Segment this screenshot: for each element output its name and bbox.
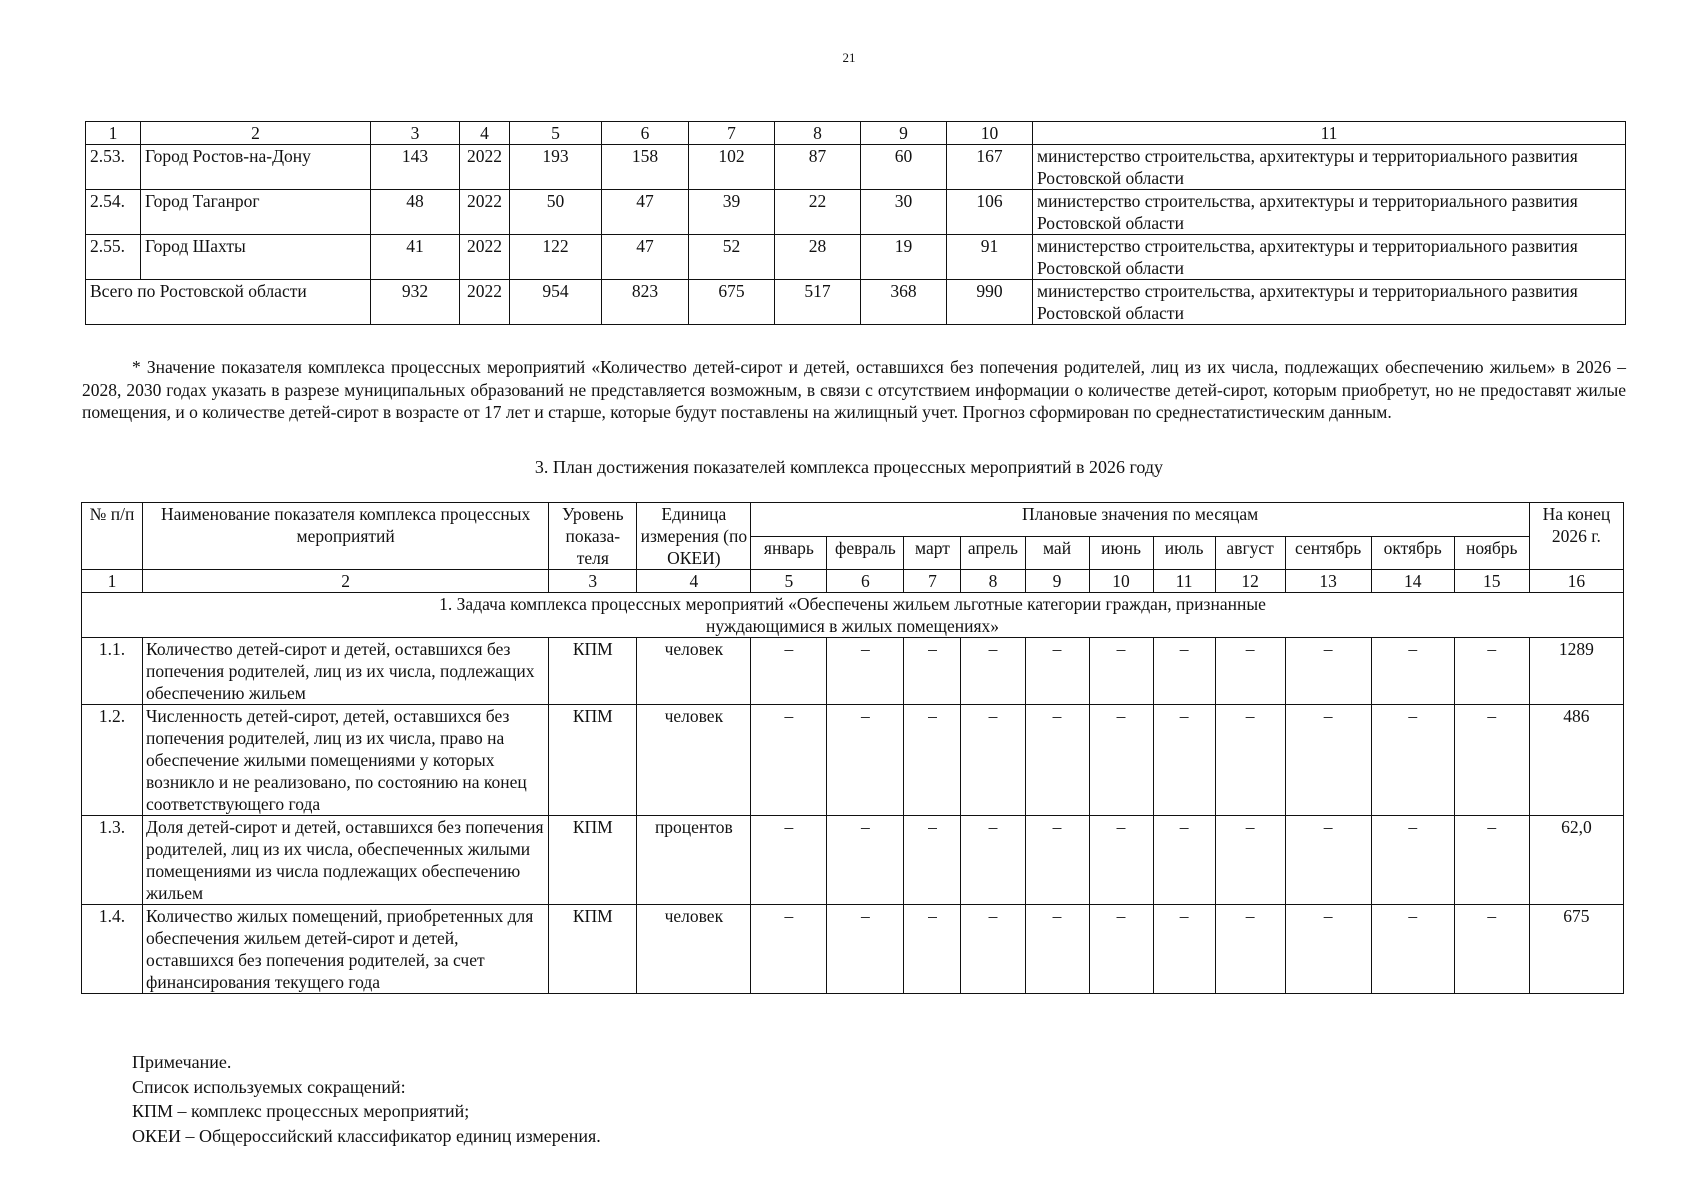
month-value: – bbox=[1089, 638, 1153, 705]
month-value: – bbox=[1153, 816, 1215, 905]
col-number: 6 bbox=[827, 570, 904, 593]
header-monthly: Плановые значения по месяцам bbox=[751, 503, 1529, 537]
col-number: 8 bbox=[961, 570, 1025, 593]
municipality-name: Город Шахты bbox=[141, 235, 371, 280]
col-number: 9 bbox=[861, 122, 947, 145]
col-number: 5 bbox=[510, 122, 602, 145]
value-cell: 158 bbox=[602, 145, 689, 190]
header-num: № п/п bbox=[82, 503, 143, 570]
note-line: Примечание. bbox=[132, 1052, 232, 1072]
col-number: 13 bbox=[1285, 570, 1371, 593]
col-number: 7 bbox=[904, 570, 961, 593]
value-cell: 368 bbox=[861, 280, 947, 325]
year-cell: 2022 bbox=[460, 235, 510, 280]
municipality-name: Город Таганрог bbox=[141, 190, 371, 235]
end-value: 62,0 bbox=[1529, 816, 1623, 905]
indicator-name: Доля детей-сирот и детей, оставшихся без попечения родителей, лиц из их числа, обеспеченных жилыми помещениями из числа подлежащих обеспечению жильем bbox=[143, 816, 549, 905]
month-header: апрель bbox=[961, 536, 1025, 570]
table-row bbox=[82, 638, 1624, 705]
value-cell: 193 bbox=[510, 145, 602, 190]
col-number: 12 bbox=[1215, 570, 1285, 593]
municipality-name: Город Ростов-на-Дону bbox=[141, 145, 371, 190]
col-number: 15 bbox=[1454, 570, 1529, 593]
col-number: 1 bbox=[86, 122, 141, 145]
value-cell: 954 bbox=[510, 280, 602, 325]
note-line: Список используемых сокращений: bbox=[132, 1076, 406, 1097]
month-value: – bbox=[1454, 638, 1529, 705]
row-number: 1.3. bbox=[82, 816, 143, 905]
header-name: Наименование показателя комплекса процессных мероприятий bbox=[143, 503, 549, 570]
value-cell: 102 bbox=[689, 145, 775, 190]
municipal-table bbox=[85, 121, 1626, 325]
value-cell: 50 bbox=[510, 190, 602, 235]
col-number: 9 bbox=[1025, 570, 1089, 593]
value-cell: 47 bbox=[602, 235, 689, 280]
value-cell: 932 bbox=[371, 280, 460, 325]
month-value: – bbox=[1215, 816, 1285, 905]
month-value: – bbox=[1153, 638, 1215, 705]
col-number: 16 bbox=[1529, 570, 1623, 593]
month-value: – bbox=[751, 816, 827, 905]
month-value: – bbox=[1285, 638, 1371, 705]
value-cell: 87 bbox=[775, 145, 861, 190]
month-value: – bbox=[904, 905, 961, 994]
table-row bbox=[86, 190, 1626, 235]
header-level: Уровень показа- теля bbox=[549, 503, 637, 570]
header-end: На конец 2026 г. bbox=[1529, 503, 1623, 570]
footnote bbox=[82, 356, 1626, 424]
section-title: 3. План достижения показателей комплекса процессных мероприятий в 2026 году bbox=[534, 457, 1164, 477]
row-number: 1.1. bbox=[82, 638, 143, 705]
row-number: 2.53. bbox=[86, 145, 141, 190]
row-number: 1.2. bbox=[82, 705, 143, 816]
month-value: – bbox=[1371, 905, 1454, 994]
plan-table bbox=[81, 502, 1624, 994]
month-value: – bbox=[827, 638, 904, 705]
end-value: 486 bbox=[1529, 705, 1623, 816]
month-value: – bbox=[1089, 905, 1153, 994]
month-header: ноябрь bbox=[1454, 536, 1529, 570]
value-cell: 30 bbox=[861, 190, 947, 235]
month-value: – bbox=[751, 705, 827, 816]
row-number: 2.55. bbox=[86, 235, 141, 280]
month-value: – bbox=[1153, 905, 1215, 994]
level-cell: КПМ bbox=[549, 705, 637, 816]
page-number: 21 bbox=[842, 50, 856, 65]
month-value: – bbox=[904, 638, 961, 705]
table-row bbox=[82, 705, 1624, 816]
month-value: – bbox=[961, 638, 1025, 705]
month-value: – bbox=[904, 705, 961, 816]
table-row bbox=[82, 905, 1624, 994]
unit-cell: человек bbox=[637, 705, 751, 816]
col-number: 14 bbox=[1371, 570, 1454, 593]
level-cell: КПМ bbox=[549, 638, 637, 705]
value-cell: 106 bbox=[947, 190, 1033, 235]
month-value: – bbox=[1025, 905, 1089, 994]
month-value: – bbox=[751, 638, 827, 705]
col-number: 4 bbox=[460, 122, 510, 145]
month-value: – bbox=[961, 905, 1025, 994]
value-cell: 517 bbox=[775, 280, 861, 325]
year-cell: 2022 bbox=[460, 145, 510, 190]
col-number: 3 bbox=[371, 122, 460, 145]
value-cell: 28 bbox=[775, 235, 861, 280]
value-cell: 47 bbox=[602, 190, 689, 235]
indicator-name: Численность детей-сирот, детей, оставшихся без попечения родителей, лиц из их числа, право на обеспечение жилыми помещениями у которых возникло и не реализовано, по состоянию на конец соответствующего года bbox=[143, 705, 549, 816]
col-number: 1 bbox=[82, 570, 143, 593]
year-cell: 2022 bbox=[460, 190, 510, 235]
value-cell: 143 bbox=[371, 145, 460, 190]
note-line: КПМ – комплекс процессных мероприятий; bbox=[132, 1101, 470, 1121]
table-header-row bbox=[86, 122, 1626, 145]
month-value: – bbox=[1454, 705, 1529, 816]
month-header: июль bbox=[1153, 536, 1215, 570]
total-label: Всего по Ростовской области bbox=[86, 280, 371, 325]
value-cell: 167 bbox=[947, 145, 1033, 190]
month-value: – bbox=[1089, 705, 1153, 816]
value-cell: 122 bbox=[510, 235, 602, 280]
month-value: – bbox=[1454, 816, 1529, 905]
total-row bbox=[86, 280, 1626, 325]
value-cell: 823 bbox=[602, 280, 689, 325]
indicator-name: Количество детей-сирот и детей, оставшихся без попечения родителей, лиц из их числа, подлежащих обеспечению жильем bbox=[143, 638, 549, 705]
col-number: 7 bbox=[689, 122, 775, 145]
col-number: 2 bbox=[143, 570, 549, 593]
table-header-row bbox=[82, 503, 1624, 537]
footnote-text: * Значение показателя комплекса процессных мероприятий «Количество детей-сирот и детей, оставшихся без попечения родителей, лиц из их числа, подлежащих обеспечению жильем» в 2026 – 2028, 2030 годах указать в разрезе муниципальных образований не представляется возможным, в связи с отсутствием информации о количестве детей-сирот, которым приобретут, но не предоставят жилые помещения, и о количестве детей-сирот в возрасте от 17 лет и старше, которые будут поставлены на жилищный учет. Прогноз сформирован по среднестатистическим данным. bbox=[82, 357, 1626, 422]
month-value: – bbox=[1285, 816, 1371, 905]
responsible-cell: министерство строительства, архитектуры и территориального развития Ростовской области bbox=[1033, 235, 1626, 280]
value-cell: 52 bbox=[689, 235, 775, 280]
month-header: июнь bbox=[1089, 536, 1153, 570]
responsible-cell: министерство строительства, архитектуры и территориального развития Ростовской области bbox=[1033, 280, 1626, 325]
month-header: январь bbox=[751, 536, 827, 570]
value-cell: 60 bbox=[861, 145, 947, 190]
month-value: – bbox=[1215, 705, 1285, 816]
level-cell: КПМ bbox=[549, 816, 637, 905]
month-value: – bbox=[961, 816, 1025, 905]
task-title: 1. Задача комплекса процессных мероприятий «Обеспечены жильем льготные категории граждан, признанные нуждающимися в жилых помещениях» bbox=[82, 593, 1624, 638]
month-header: февраль bbox=[827, 536, 904, 570]
month-value: – bbox=[1454, 905, 1529, 994]
month-value: – bbox=[827, 816, 904, 905]
row-number: 1.4. bbox=[82, 905, 143, 994]
month-value: – bbox=[751, 905, 827, 994]
col-number: 3 bbox=[549, 570, 637, 593]
month-value: – bbox=[1371, 816, 1454, 905]
note-line: ОКЕИ – Общероссийский классификатор единиц измерения. bbox=[132, 1125, 601, 1146]
col-number: 11 bbox=[1033, 122, 1626, 145]
end-value: 675 bbox=[1529, 905, 1623, 994]
month-header: май bbox=[1025, 536, 1089, 570]
month-header: сентябрь bbox=[1285, 536, 1371, 570]
month-header: август bbox=[1215, 536, 1285, 570]
month-value: – bbox=[1025, 816, 1089, 905]
month-value: – bbox=[1025, 638, 1089, 705]
month-value: – bbox=[1371, 705, 1454, 816]
table-row bbox=[82, 816, 1624, 905]
month-value: – bbox=[904, 816, 961, 905]
value-cell: 22 bbox=[775, 190, 861, 235]
task-row bbox=[82, 593, 1624, 638]
value-cell: 39 bbox=[689, 190, 775, 235]
month-value: – bbox=[827, 905, 904, 994]
month-header: октябрь bbox=[1371, 536, 1454, 570]
value-cell: 990 bbox=[947, 280, 1033, 325]
row-number: 2.54. bbox=[86, 190, 141, 235]
month-value: – bbox=[1371, 638, 1454, 705]
column-number-row bbox=[82, 570, 1624, 593]
value-cell: 19 bbox=[861, 235, 947, 280]
month-value: – bbox=[827, 705, 904, 816]
col-number: 10 bbox=[947, 122, 1033, 145]
month-value: – bbox=[1215, 905, 1285, 994]
notes bbox=[132, 1050, 601, 1148]
value-cell: 41 bbox=[371, 235, 460, 280]
month-value: – bbox=[1089, 816, 1153, 905]
responsible-cell: министерство строительства, архитектуры и территориального развития Ростовской области bbox=[1033, 145, 1626, 190]
month-value: – bbox=[961, 705, 1025, 816]
col-number: 10 bbox=[1089, 570, 1153, 593]
level-cell: КПМ bbox=[549, 905, 637, 994]
month-header: март bbox=[904, 536, 961, 570]
month-value: – bbox=[1285, 705, 1371, 816]
unit-cell: процентов bbox=[637, 816, 751, 905]
header-unit: Единица измерения (по ОКЕИ) bbox=[637, 503, 751, 570]
col-number: 6 bbox=[602, 122, 689, 145]
month-value: – bbox=[1025, 705, 1089, 816]
value-cell: 91 bbox=[947, 235, 1033, 280]
col-number: 8 bbox=[775, 122, 861, 145]
month-value: – bbox=[1285, 905, 1371, 994]
value-cell: 48 bbox=[371, 190, 460, 235]
unit-cell: человек bbox=[637, 638, 751, 705]
month-value: – bbox=[1215, 638, 1285, 705]
table-row bbox=[86, 235, 1626, 280]
col-number: 2 bbox=[141, 122, 371, 145]
col-number: 11 bbox=[1153, 570, 1215, 593]
year-cell: 2022 bbox=[460, 280, 510, 325]
col-number: 4 bbox=[637, 570, 751, 593]
indicator-name: Количество жилых помещений, приобретенных для обеспечения жильем детей-сирот и детей, оставшихся без попечения родителей, за счет финансирования текущего года bbox=[143, 905, 549, 994]
month-value: – bbox=[1153, 705, 1215, 816]
value-cell: 675 bbox=[689, 280, 775, 325]
responsible-cell: министерство строительства, архитектуры и территориального развития Ростовской области bbox=[1033, 190, 1626, 235]
col-number: 5 bbox=[751, 570, 827, 593]
table-row bbox=[86, 145, 1626, 190]
unit-cell: человек bbox=[637, 905, 751, 994]
end-value: 1289 bbox=[1529, 638, 1623, 705]
